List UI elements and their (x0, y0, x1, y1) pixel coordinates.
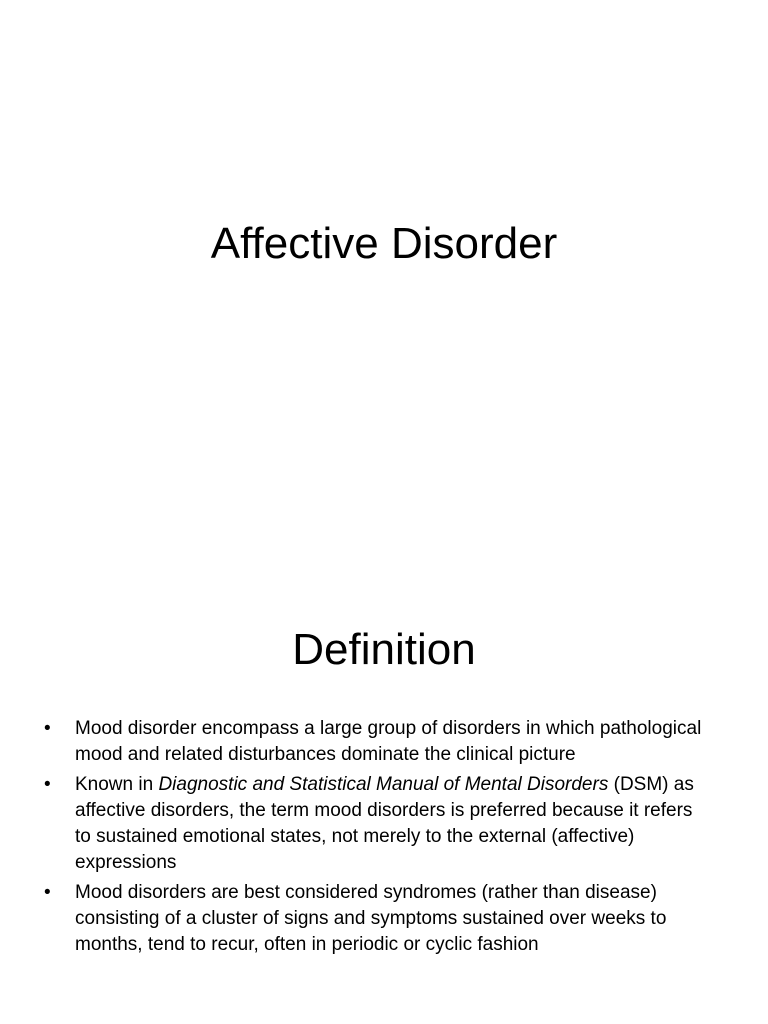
bullet-item (0, 716, 768, 768)
bullet-text: Mood disorders are best considered syndromes (rather than disease) consisting of a cluster of signs and symptoms sustained over weeks to months, tend to recur, often in periodic or cyclic fashion (75, 882, 667, 955)
bullet-text: Mood disorder encompass a large group of disorders in which pathological mood and related disturbances dominate the clinical picture (75, 718, 702, 765)
bullet-text-post: (DSM) as affective disorders, the term mood disorders is preferred because it refers to sustained emotional states, not merely to the external (affective) expressions (75, 774, 694, 873)
bullet-list (0, 716, 768, 962)
slide-title: Affective Disorder (210, 219, 558, 268)
bullet-item (0, 880, 768, 958)
bullet-icon: • (44, 718, 51, 739)
bullet-text-pre: Known in (75, 774, 159, 795)
bullet-icon: • (44, 882, 51, 903)
bullet-item (0, 772, 768, 876)
bullet-icon: • (44, 774, 51, 795)
slide-definition (0, 576, 768, 1024)
dsm-title: Diagnostic and Statistical Manual of Mental Disorders (158, 774, 609, 795)
slide-heading: Definition (292, 625, 476, 674)
